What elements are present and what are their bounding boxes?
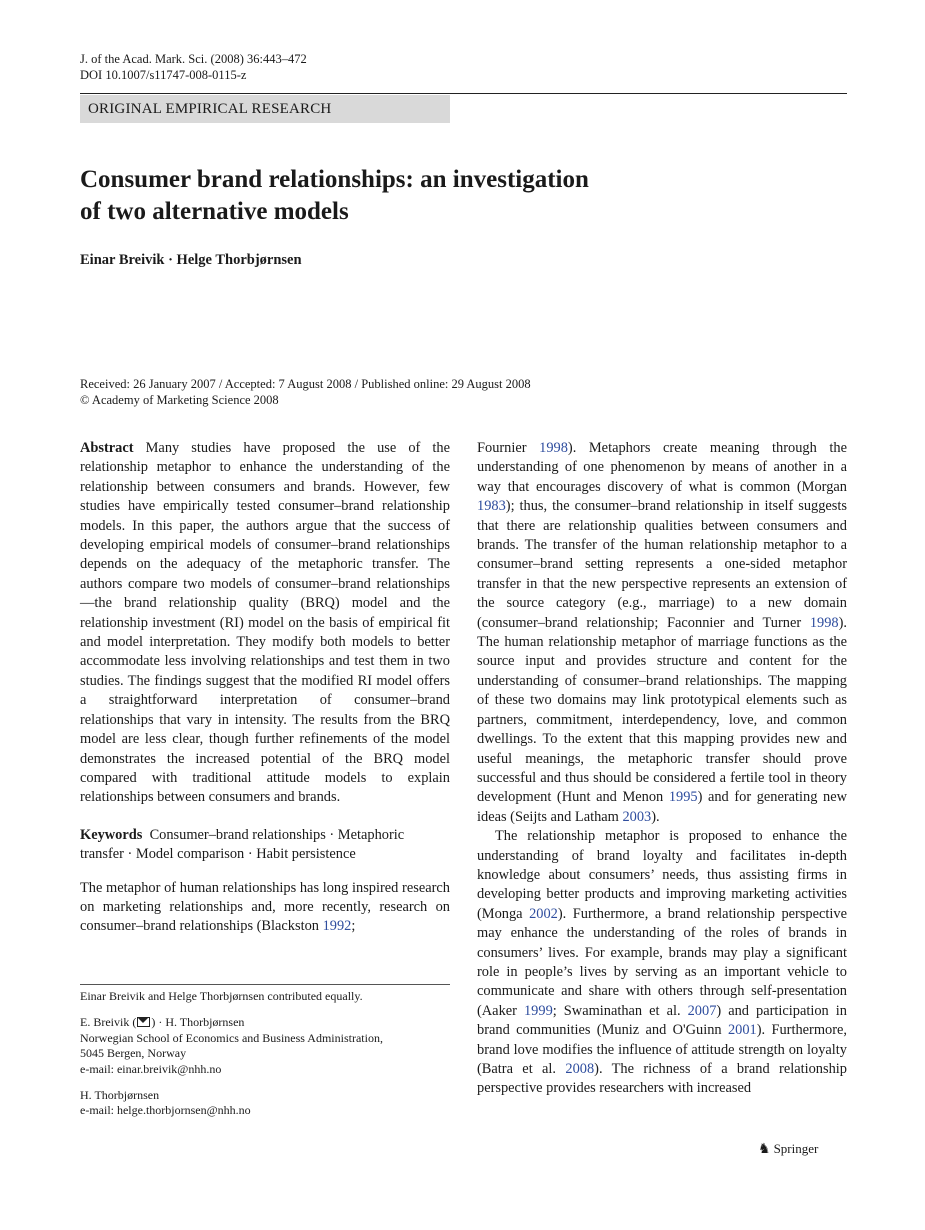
- citation-link[interactable]: 1998: [809, 614, 839, 631]
- body-text: ). The richness of a brand relationship perspective provides researchers with increased: [477, 1061, 847, 1097]
- body-text: ). The human relationship metaphor of marriage functions as the source input and provides structure and content for the understanding of consumer–brand relationships. The mapping of these two domains may link prototypical elements such as partners, commitment, interdependency, love, and common dwellings. To the extent that this mapping provides new and useful meanings, the metaphoric transfer should prove successful and thus should be considered a fertile tool in theory development (Hunt and Menon: [477, 614, 847, 806]
- author-list: Einar Breivik · Helge Thorbjørnsen: [80, 252, 302, 268]
- body-text: ); thus, the consumer–brand relationship in itself suggests that there are relationship qualities between consumers and brands. The transfer of the human relationship metaphor to a consumer–brand setting represents a one-sided metaphor transfer in that the new perspective represents an extension of the source category (e.g., marriage) to a new domain (consumer–brand relationship; Faconnier and Turner: [477, 498, 847, 631]
- body-text: ). Furthermore, brand love modifies the influence of attitude strength on loyalty (Batra et al.: [477, 1022, 847, 1077]
- author-name: E. Breivik (: [80, 1015, 137, 1030]
- body-text: ). Furthermore, a brand relationship perspective may enhance the understanding of the roles of brands in consumers’ lives. For example, brands may play a significant role in people’s lives by serving as an important vehicle to communicate and share with others through self-presentation (Aaker: [477, 905, 847, 1019]
- keywords-label: Keywords: [80, 826, 143, 843]
- intro-text-end: ;: [351, 918, 356, 935]
- citation-link[interactable]: 2002: [529, 905, 558, 922]
- publisher-logo: [758, 1141, 818, 1158]
- body-text: Fournier: [477, 440, 540, 456]
- section-label: ORIGINAL EMPIRICAL RESEARCH: [80, 95, 450, 123]
- body-text: ). Metaphors create meaning through the understanding of one phenomenon by means of another in a way that encourages discovery of what is common (Morgan: [477, 440, 847, 495]
- body-text: ) and for generating new ideas (Seijts and Latham: [477, 789, 848, 825]
- citation-link[interactable]: 1998: [539, 440, 568, 456]
- abstract-label: Abstract: [80, 440, 134, 456]
- history-dates: Received: 26 January 2007 / Accepted: 7 August 2008 / Published online: 29 August 2008: [80, 377, 531, 391]
- journal-citation: J. of the Acad. Mark. Sci. (2008) 36:443–472: [80, 52, 307, 66]
- author-name: ) · H. Thorbjørnsen: [151, 1015, 245, 1030]
- body-text: The relationship metaphor is proposed to enhance the understanding of brand loyalty and facilitates in-depth knowledge about consumers’ needs, thus assisting firms in developing better products and improving marketing activities (Monga: [477, 828, 847, 922]
- abstract-text: Many studies have proposed the use of the relationship metaphor to enhance the understanding of the relationship between consumers and brands. However, few studies have empirically tested consumer–brand relationship models. In this paper, the authors argue that the success of developing empirical models of consumer–brand relationships depends on the adequacy of the metaphoric transfer. The authors compare two models of consumer–brand relationships—the brand relationship quality (BRQ) model and the relationship investment (RI) model on the basis of empirical fit and model interpretation. They modify both models to better accommodate less involving relationships and test them in two studies. The findings suggest that the modified RI model offers a straightforward interpretation of consumer–brand relationships that vary in intensity. The results from the BRQ model are less clear, though further refinements of the model demonstrates the increased potential of the BRQ model compared with traditional attitude models to explain relationships between consumers and brands.: [80, 440, 450, 806]
- second-author: H. Thorbjørnsen: [80, 1088, 160, 1103]
- body-text: ) and participation in brand communities (Muniz and O'Guinn: [477, 1002, 847, 1039]
- title-line-2: of two alternative models: [80, 198, 349, 225]
- citation-link[interactable]: 1992: [322, 918, 352, 935]
- citation-link[interactable]: 2007: [687, 1002, 717, 1019]
- citation-link[interactable]: 2001: [727, 1022, 757, 1039]
- citation-link[interactable]: 1995: [668, 789, 698, 806]
- email-1[interactable]: e-mail: einar.breivik@nhh.no: [80, 1061, 222, 1076]
- keywords: [80, 826, 450, 865]
- title-line-1: Consumer brand relationships: an investigation: [80, 166, 589, 193]
- citation-link[interactable]: 2003: [622, 808, 652, 825]
- publisher-name: Springer: [773, 1141, 819, 1156]
- footnote-rule: [80, 984, 450, 985]
- body-text: ).: [651, 808, 660, 825]
- citation-link[interactable]: 1999: [523, 1002, 553, 1019]
- publication-dates: [80, 376, 531, 408]
- article-title: [80, 164, 720, 228]
- email-2[interactable]: e-mail: helge.thorbjornsen@nhh.no: [80, 1103, 251, 1118]
- body-paragraph-2: [477, 827, 847, 1099]
- equal-contribution-note: Einar Breivik and Helge Thorbjørnsen contributed equally.: [80, 989, 363, 1003]
- intro-paragraph: [80, 879, 450, 937]
- keywords-text: Consumer–brand relationships · Metaphoric transfer · Model comparison · Habit persistence: [80, 826, 405, 863]
- doi: DOI 10.1007/s11747-008-0115-z: [80, 68, 247, 82]
- abstract: [80, 439, 450, 808]
- left-column: [80, 439, 450, 937]
- footnotes: [80, 989, 450, 1119]
- affiliation: Norwegian School of Economics and Business Administration,: [80, 1030, 383, 1045]
- copyright: © Academy of Marketing Science 2008: [80, 393, 279, 407]
- right-column: [477, 439, 847, 1099]
- body-text: ; Swaminathan et al.: [552, 1002, 688, 1019]
- envelope-icon: [137, 1017, 150, 1027]
- citation-link[interactable]: 2008: [565, 1061, 595, 1077]
- address: 5045 Bergen, Norway: [80, 1046, 187, 1061]
- corresponding-author: [80, 1015, 450, 1030]
- intro-text: The metaphor of human relationships has long inspired research on marketing relationships and, more recently, research on consumer–brand relationships (Blackston: [80, 879, 450, 935]
- journal-header: [80, 51, 307, 83]
- springer-horse-icon: ♞: [758, 1142, 771, 1157]
- citation-link[interactable]: 1983: [477, 498, 506, 515]
- body-paragraph-1: [477, 439, 847, 827]
- header-rule: [80, 93, 847, 94]
